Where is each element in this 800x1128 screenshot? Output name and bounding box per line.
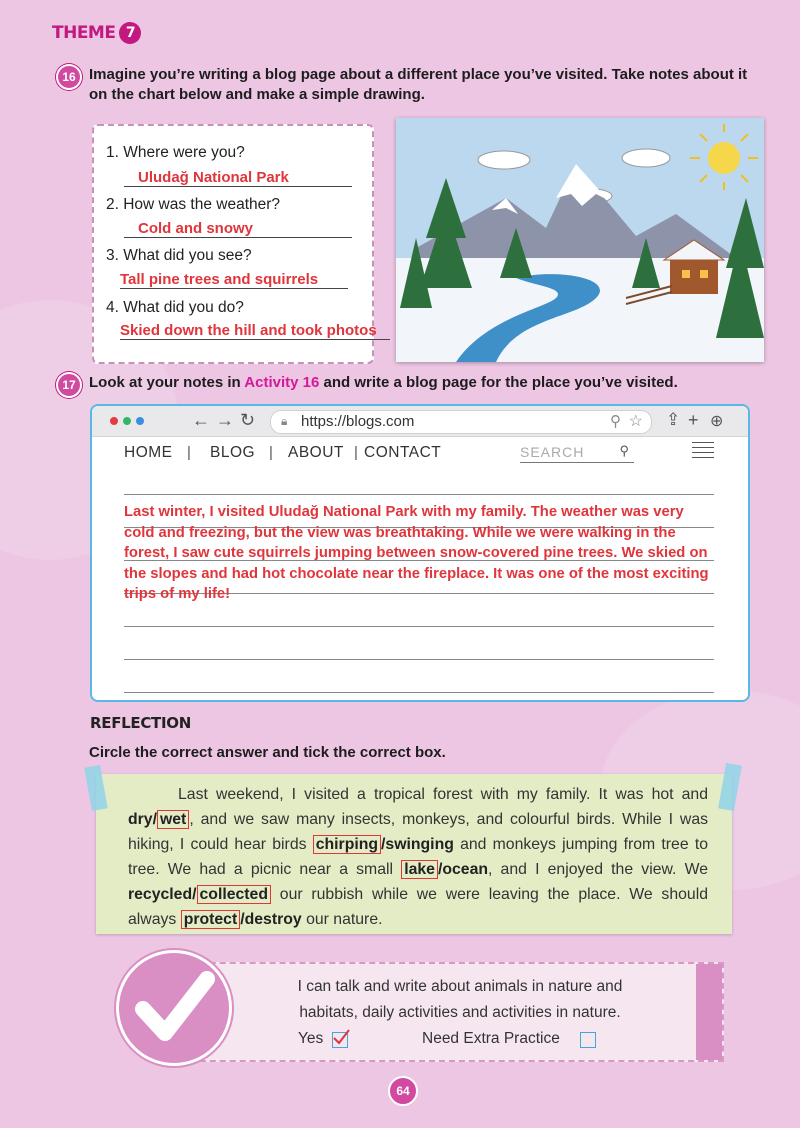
reload-icon[interactable]: ↻ xyxy=(240,410,256,430)
new-tab-icon[interactable]: + xyxy=(688,410,699,430)
menu-separator: | xyxy=(269,444,273,461)
decorative-stripe xyxy=(696,964,722,1060)
landscape-illustration xyxy=(396,118,764,362)
page-number: 64 xyxy=(388,1076,418,1106)
yes-checkbox[interactable] xyxy=(332,1032,348,1048)
activity-16-badge: 16 xyxy=(56,64,82,90)
theme-header xyxy=(52,22,141,44)
theme-number: 7 xyxy=(119,22,141,44)
answer-3: Tall pine trees and squirrels xyxy=(120,271,348,289)
winter-landscape-drawing xyxy=(396,118,764,362)
reflection-paragraph: Last weekend, I visited a tropical forest with my family. It was hot and dry/ wet , and we saw many insects, monkeys, and colourful birds. While I was hiking, I could hear birds chirping /swinging and monkeys jumping from tree to tree. We had a picnic near a small lake /ocean, and I enjoyed the view. We recycled/ collected our rubbish while we were leaving the place. We should always protect /destroy our nature. xyxy=(128,786,708,928)
writing-line xyxy=(124,692,714,693)
activity-17-badge: 17 xyxy=(56,372,82,398)
star-icon[interactable]: ☆ xyxy=(628,413,643,430)
menu-blog[interactable]: BLOG xyxy=(210,444,256,461)
reflection-instruction: Circle the correct answer and tick the correct box. xyxy=(89,744,446,761)
activity-16-instruction: Imagine you’re writing a blog page about a different place you’ve visited. Take notes about it on the chart below and make a simple drawing. xyxy=(89,66,748,103)
option-lake[interactable]: lake xyxy=(401,860,438,879)
search-icon[interactable]: ⚲ xyxy=(619,443,630,458)
extra-practice-label: Need Extra Practice xyxy=(422,1030,560,1047)
browser-toolbar xyxy=(92,406,748,437)
reflection-card xyxy=(96,774,732,934)
check-badge xyxy=(116,950,232,1066)
big-check-icon xyxy=(119,953,229,1063)
menu-separator: | xyxy=(354,444,358,461)
maximize-dot-icon[interactable] xyxy=(136,417,144,425)
option-ocean[interactable]: ocean xyxy=(442,861,488,878)
menu-about[interactable]: ABOUT xyxy=(288,444,344,461)
self-assessment-box xyxy=(150,962,724,1062)
answer-2: Cold and snowy xyxy=(124,220,352,238)
writing-line xyxy=(124,626,714,627)
activity-17-instruction-start: Look at your notes in xyxy=(89,374,245,391)
question-3: 3. What did you see? xyxy=(106,247,252,264)
option-destroy[interactable]: destroy xyxy=(244,911,302,928)
option-swinging[interactable]: swinging xyxy=(385,836,454,853)
answer-4: Skied down the hill and took photos xyxy=(120,322,390,340)
option-recycled[interactable]: recycled xyxy=(128,886,193,903)
search-placeholder: SEARCH xyxy=(520,444,585,460)
activity-17-instruction-end: and write a blog page for the place you’ve visited. xyxy=(319,374,678,391)
yes-label: Yes xyxy=(298,1030,324,1047)
minimize-dot-icon[interactable] xyxy=(123,417,131,425)
answer-1: Uludağ National Park xyxy=(124,169,352,187)
share-icon[interactable]: ⇪ xyxy=(666,410,681,429)
theme-label: THEME xyxy=(52,23,116,43)
back-arrow-icon[interactable]: ← xyxy=(192,410,210,430)
option-wet[interactable]: wet xyxy=(157,810,189,829)
can-do-line-1: I can talk and write about animals in nature and xyxy=(297,978,623,995)
question-2: 2. How was the weather? xyxy=(106,196,281,213)
forward-arrow-icon[interactable]: → xyxy=(216,410,234,430)
question-4: 4. What did you do? xyxy=(106,299,244,316)
option-chirping[interactable]: chirping xyxy=(313,835,381,854)
option-dry[interactable]: dry xyxy=(128,811,153,828)
menu-separator: | xyxy=(187,444,191,461)
notes-card xyxy=(92,124,377,364)
writing-line xyxy=(124,494,714,495)
menu-home[interactable]: HOME xyxy=(124,444,173,461)
key-icon[interactable]: ⚲ xyxy=(610,413,621,430)
url-text: https://blogs.com xyxy=(301,413,415,430)
activity-17-instruction xyxy=(89,373,749,393)
option-collected[interactable]: collected xyxy=(197,885,271,904)
question-1: 1. Where were you? xyxy=(106,144,245,161)
reflection-heading: REFLECTION xyxy=(90,714,191,732)
browser-window xyxy=(90,404,750,702)
blog-post-text: Last winter, I visited Uludağ National Park with my family. The weather was very cold and freezing, but the view was breathtaking. While we were walking in the forest, I saw cute squirrels jumping between snow-covered pine trees. We skied on the slopes and had hot chocolate near the fireplace. It was one of the most exciting trips of my life! xyxy=(124,504,709,603)
option-protect[interactable]: protect xyxy=(181,910,241,929)
check-mark-icon xyxy=(332,1029,350,1045)
writing-line xyxy=(124,659,714,660)
lock-icon: 🔒︎ xyxy=(281,414,288,428)
download-icon[interactable]: ⊕ xyxy=(710,413,724,430)
hamburger-menu-icon[interactable] xyxy=(692,442,714,458)
activity-16-reference: Activity 16 xyxy=(244,374,320,391)
can-do-line-2: habitats, daily activities and activities in nature. xyxy=(299,1004,621,1021)
extra-practice-checkbox[interactable] xyxy=(580,1032,596,1048)
tape-decoration xyxy=(84,765,107,811)
menu-contact[interactable]: CONTACT xyxy=(364,444,442,461)
search-input[interactable] xyxy=(520,444,634,463)
close-dot-icon[interactable] xyxy=(110,417,118,425)
address-bar[interactable] xyxy=(270,410,652,434)
